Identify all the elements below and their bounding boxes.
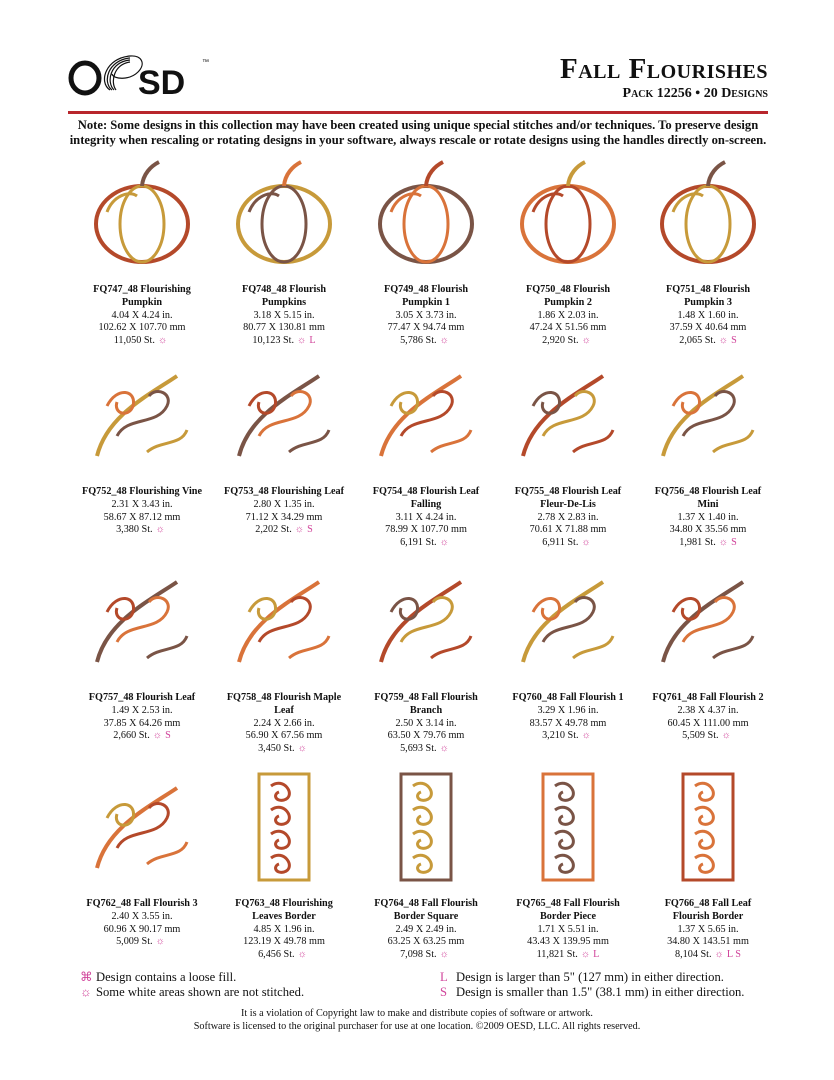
pumpkin-outline-icon xyxy=(361,152,491,270)
white-area-icon: ☼ xyxy=(439,949,449,961)
maple-leaf-icon xyxy=(219,562,349,680)
leaf-border-icon xyxy=(643,768,773,886)
header xyxy=(560,54,768,102)
leaf-icon xyxy=(77,562,207,680)
design-size-in: 3.29 X 1.96 in. xyxy=(537,704,599,716)
pumpkin-small-icon xyxy=(643,152,773,270)
design-name: FQ747_48 Flourishing xyxy=(93,284,191,295)
design-name-cont: Leaves Border xyxy=(252,910,316,922)
white-area-icon: ☼ xyxy=(157,335,168,347)
design-size-mm: 80.77 X 130.81 mm xyxy=(243,322,325,334)
size-flag: S xyxy=(307,524,313,536)
copyright-line-1: It is a violation of Copyright law to make and distribute copies of software or artwork. xyxy=(241,1008,593,1019)
design-size-mm: 58.67 X 87.12 mm xyxy=(103,511,181,523)
page-title: Fall Flourishes xyxy=(559,53,768,85)
stitch-count: 5,786 St. xyxy=(400,335,437,347)
design-info xyxy=(72,898,212,949)
legend-item: ☼ Some white areas shown are not stitched. xyxy=(80,985,305,999)
design-size-in: 2.24 X 2.66 in. xyxy=(253,717,315,729)
white-area-icon: ☼ xyxy=(721,730,731,742)
design-name: FQ763_48 Flourishing xyxy=(235,898,333,909)
design-name: FQ765_48 Fall Flourish xyxy=(516,898,620,909)
stitch-count: 10,123 St. xyxy=(252,335,295,347)
design-name: FQ766_48 Fall Leaf xyxy=(664,898,752,909)
design-name: FQ755_48 Flourish Leaf xyxy=(514,486,622,497)
branch-icon xyxy=(361,562,491,680)
design-size-mm: 63.25 X 63.25 mm xyxy=(387,936,465,948)
white-area-icon: ☼ xyxy=(155,524,165,536)
design-size-in: 1.86 X 2.03 in. xyxy=(537,309,599,321)
design-size-in: 4.04 X 4.24 in. xyxy=(111,309,173,321)
design-name: FQ751_48 Flourish xyxy=(665,284,751,295)
size-flag: L xyxy=(593,949,600,961)
legend-item: S Design is smaller than 1.5" (38.1 mm) in either direction. xyxy=(440,985,745,999)
design-name-cont: Falling xyxy=(410,498,442,510)
design-size-mm: 37.85 X 64.26 mm xyxy=(103,717,181,729)
header-rule xyxy=(68,111,768,114)
design-size-in: 3.05 X 3.73 in. xyxy=(395,309,457,321)
design-size-in: 1.37 X 1.40 in. xyxy=(677,511,739,523)
design-size-in: 3.18 X 5.15 in. xyxy=(253,309,315,321)
design-size-in: 2.80 X 1.35 in. xyxy=(253,498,315,510)
white-area-icon: ☼ xyxy=(294,524,305,536)
design-name: FQ749_48 Flourish xyxy=(383,284,469,295)
design-name: FQ748_48 Flourish xyxy=(241,284,327,295)
design-stitches xyxy=(214,524,354,537)
design-name: FQ760_48 Fall Flourish 1 xyxy=(512,692,624,703)
design-name-cont: Mini xyxy=(697,498,719,510)
oesd-logo xyxy=(68,50,218,98)
design-size-mm: 34.80 X 143.51 mm xyxy=(667,936,749,948)
stitch-count: 2,065 St. xyxy=(679,335,716,347)
design-stitches xyxy=(498,949,638,962)
design-name: FQ750_48 Flourish xyxy=(525,284,611,295)
design-name: FQ759_48 Fall Flourish xyxy=(374,692,478,703)
design-info xyxy=(356,486,496,550)
design-name: FQ758_48 Flourish Maple xyxy=(226,692,342,703)
design-info xyxy=(498,486,638,550)
design-stitches xyxy=(638,537,778,550)
design-info xyxy=(72,692,212,743)
stitch-count: 5,009 St. xyxy=(116,936,153,948)
pumpkin-vine-icon xyxy=(77,152,207,270)
stitch-count: 1,981 St. xyxy=(679,537,716,549)
stitch-count: 6,191 St. xyxy=(400,537,437,549)
design-stitches xyxy=(638,335,778,348)
design-info xyxy=(638,692,778,743)
design-size-in: 4.85 X 1.96 in. xyxy=(253,923,315,935)
design-info xyxy=(72,486,212,537)
stitch-count: 2,920 St. xyxy=(542,335,579,347)
design-stitches xyxy=(638,949,778,962)
white-area-icon: ☼ xyxy=(581,537,591,549)
design-size-mm: 123.19 X 49.78 mm xyxy=(243,936,325,948)
design-name-cont: Pumpkin 3 xyxy=(684,296,732,308)
design-name: FQ761_48 Fall Flourish 2 xyxy=(652,692,764,703)
design-name: FQ764_48 Fall Flourish xyxy=(374,898,478,909)
design-size-mm: 56.90 X 67.56 mm xyxy=(245,730,323,742)
design-size-mm: 37.59 X 40.64 mm xyxy=(669,322,747,334)
design-name-cont: Border Square xyxy=(393,910,459,922)
falling-leaf-icon xyxy=(361,356,491,474)
stitch-count: 2,202 St. xyxy=(255,524,292,536)
stitch-count: 3,210 St. xyxy=(542,730,579,742)
design-info xyxy=(638,284,778,348)
design-name-cont: Branch xyxy=(409,704,443,716)
white-area-icon: ☼ xyxy=(581,335,591,347)
svg-text:SD: SD xyxy=(138,64,186,98)
design-info xyxy=(72,284,212,348)
design-size-in: 2.38 X 4.37 in. xyxy=(677,704,739,716)
design-stitches xyxy=(72,524,212,537)
pack-subtitle: Pack 12256 • 20 Designs xyxy=(622,86,768,101)
design-stitches xyxy=(356,949,496,962)
stitch-count: 2,660 St. xyxy=(113,730,150,742)
design-name: FQ752_48 Flourishing Vine xyxy=(81,486,202,497)
stitch-count: 6,456 St. xyxy=(258,949,295,961)
stitch-count: 3,380 St. xyxy=(116,524,153,536)
design-size-in: 3.11 X 4.24 in. xyxy=(395,511,457,523)
fleur-de-lis-icon xyxy=(503,356,633,474)
design-stitches xyxy=(356,743,496,756)
leaf-mini-icon xyxy=(643,356,773,474)
design-name: FQ753_48 Flourishing Leaf xyxy=(224,486,344,497)
size-flag: L xyxy=(309,335,316,347)
size-flag: S xyxy=(165,730,171,742)
white-area-icon: ☼ xyxy=(439,743,449,755)
design-size-mm: 47.24 X 51.56 mm xyxy=(529,322,607,334)
design-stitches xyxy=(214,949,354,962)
size-flag: S xyxy=(731,537,737,549)
white-area-icon: ☼ xyxy=(718,537,729,549)
design-size-in: 2.49 X 2.49 in. xyxy=(395,923,457,935)
design-name: FQ756_48 Flourish Leaf xyxy=(654,486,762,497)
stitch-count: 11,821 St. xyxy=(536,949,578,961)
size-flag: S xyxy=(731,335,737,347)
design-stitches xyxy=(72,730,212,743)
design-stitches xyxy=(356,335,496,348)
design-stitches xyxy=(498,335,638,348)
design-stitches xyxy=(638,730,778,743)
design-stitches xyxy=(214,335,354,348)
white-area-icon: ☼ xyxy=(155,936,165,948)
white-area-icon: ☼ xyxy=(297,949,307,961)
design-info xyxy=(356,692,496,756)
design-name: FQ754_48 Flourish Leaf xyxy=(372,486,480,497)
copyright-line-2: Software is licensed to the original purchaser for use at one location. ©2009 OESD, LLC. All rights reserved. xyxy=(193,1021,641,1032)
white-area-icon: ☼ xyxy=(152,730,163,742)
design-size-mm: 43.43 X 139.95 mm xyxy=(527,936,609,948)
border-piece-icon xyxy=(503,768,633,886)
design-info xyxy=(214,486,354,537)
design-size-mm: 71.12 X 34.29 mm xyxy=(245,511,323,523)
stitch-count: 5,509 St. xyxy=(682,730,719,742)
legend-item: L Design is larger than 5" (127 mm) in either direction. xyxy=(440,970,724,984)
design-name-cont: Leaf xyxy=(274,704,294,716)
leaves-border-icon xyxy=(219,768,349,886)
pumpkin-icon xyxy=(503,152,633,270)
white-area-icon: ☼ xyxy=(581,730,591,742)
design-stitches xyxy=(498,537,638,550)
design-name-cont: Border Piece xyxy=(539,910,597,922)
design-stitches xyxy=(498,730,638,743)
design-info xyxy=(214,898,354,962)
white-area-icon: ☼ xyxy=(297,335,307,347)
svg-text:™: ™ xyxy=(202,59,209,66)
design-name-cont: Pumpkins xyxy=(261,296,307,308)
white-area-icon: ☼ xyxy=(439,537,449,549)
white-area-icon: ☼ xyxy=(580,949,591,961)
design-size-in: 1.49 X 2.53 in. xyxy=(111,704,173,716)
design-size-mm: 60.96 X 90.17 mm xyxy=(103,923,181,935)
design-info xyxy=(498,692,638,743)
design-size-in: 2.50 X 3.14 in. xyxy=(395,717,457,729)
design-name: FQ757_48 Flourish Leaf xyxy=(88,692,196,703)
design-info xyxy=(498,284,638,348)
design-name-cont: Flourish Border xyxy=(672,910,744,922)
design-info xyxy=(214,692,354,756)
design-size-mm: 78.99 X 107.70 mm xyxy=(385,524,467,536)
design-info xyxy=(356,284,496,348)
design-name: FQ762_48 Fall Flourish 3 xyxy=(86,898,198,909)
design-size-in: 2.78 X 2.83 in. xyxy=(537,511,599,523)
legend-item: ⌘ Design contains a loose fill. xyxy=(80,970,237,984)
pumpkins-icon xyxy=(219,152,349,270)
design-stitches xyxy=(356,537,496,550)
design-stitches xyxy=(72,936,212,949)
stitch-count: 5,693 St. xyxy=(400,743,437,755)
design-size-mm: 34.80 X 35.56 mm xyxy=(669,524,747,536)
white-area-icon: ☼ xyxy=(714,949,724,961)
design-name-cont: Pumpkin 1 xyxy=(402,296,450,308)
legend-right xyxy=(440,970,744,1000)
legend-left xyxy=(80,970,304,1000)
flourish-2-icon xyxy=(643,562,773,680)
design-size-mm: 83.57 X 49.78 mm xyxy=(529,717,607,729)
white-area-icon: ☼ xyxy=(439,335,449,347)
copyright-footer xyxy=(0,1007,834,1033)
design-size-mm: 63.50 X 79.76 mm xyxy=(387,730,465,742)
design-note: Note: Some designs in this collection may have been created using unique special stitches and/or techniques. To preserve design integrity when rescaling or rotating designs in your software, always rescale or rotate designs using the handles directly on-screen. xyxy=(69,118,767,147)
design-size-in: 1.37 X 5.65 in. xyxy=(677,923,739,935)
design-size-in: 1.48 X 1.60 in. xyxy=(677,309,739,321)
flourish-1-icon xyxy=(503,562,633,680)
design-info xyxy=(498,898,638,962)
leaf-swirl-icon xyxy=(219,356,349,474)
design-name-cont: Fleur-De-Lis xyxy=(540,498,596,510)
design-info xyxy=(214,284,354,348)
design-size-mm: 60.45 X 111.00 mm xyxy=(667,717,749,729)
design-stitches xyxy=(72,335,212,348)
border-square-icon xyxy=(361,768,491,886)
stitch-count: 11,050 St. xyxy=(113,335,155,347)
design-name-cont: Pumpkin xyxy=(121,296,163,308)
design-size-mm: 102.62 X 107.70 mm xyxy=(98,322,186,334)
design-size-mm: 77.47 X 94.74 mm xyxy=(387,322,465,334)
design-size-in: 1.71 X 5.51 in. xyxy=(537,923,599,935)
design-info xyxy=(638,898,778,962)
size-flag: L S xyxy=(726,949,741,961)
stitch-count: 7,098 St. xyxy=(400,949,437,961)
design-info xyxy=(638,486,778,550)
design-size-in: 2.40 X 3.55 in. xyxy=(111,910,173,922)
white-area-icon: ☼ xyxy=(718,335,729,347)
stitch-count: 3,450 St. xyxy=(258,743,295,755)
stitch-count: 6,911 St. xyxy=(542,537,579,549)
white-area-icon: ☼ xyxy=(297,743,307,755)
design-info xyxy=(356,898,496,962)
design-size-in: 2.31 X 3.43 in. xyxy=(111,498,173,510)
vine-icon xyxy=(77,356,207,474)
flourish-3-icon xyxy=(77,768,207,886)
design-name-cont: Pumpkin 2 xyxy=(544,296,592,308)
stitch-count: 8,104 St. xyxy=(675,949,712,961)
design-size-mm: 70.61 X 71.88 mm xyxy=(529,524,607,536)
design-stitches xyxy=(214,743,354,756)
